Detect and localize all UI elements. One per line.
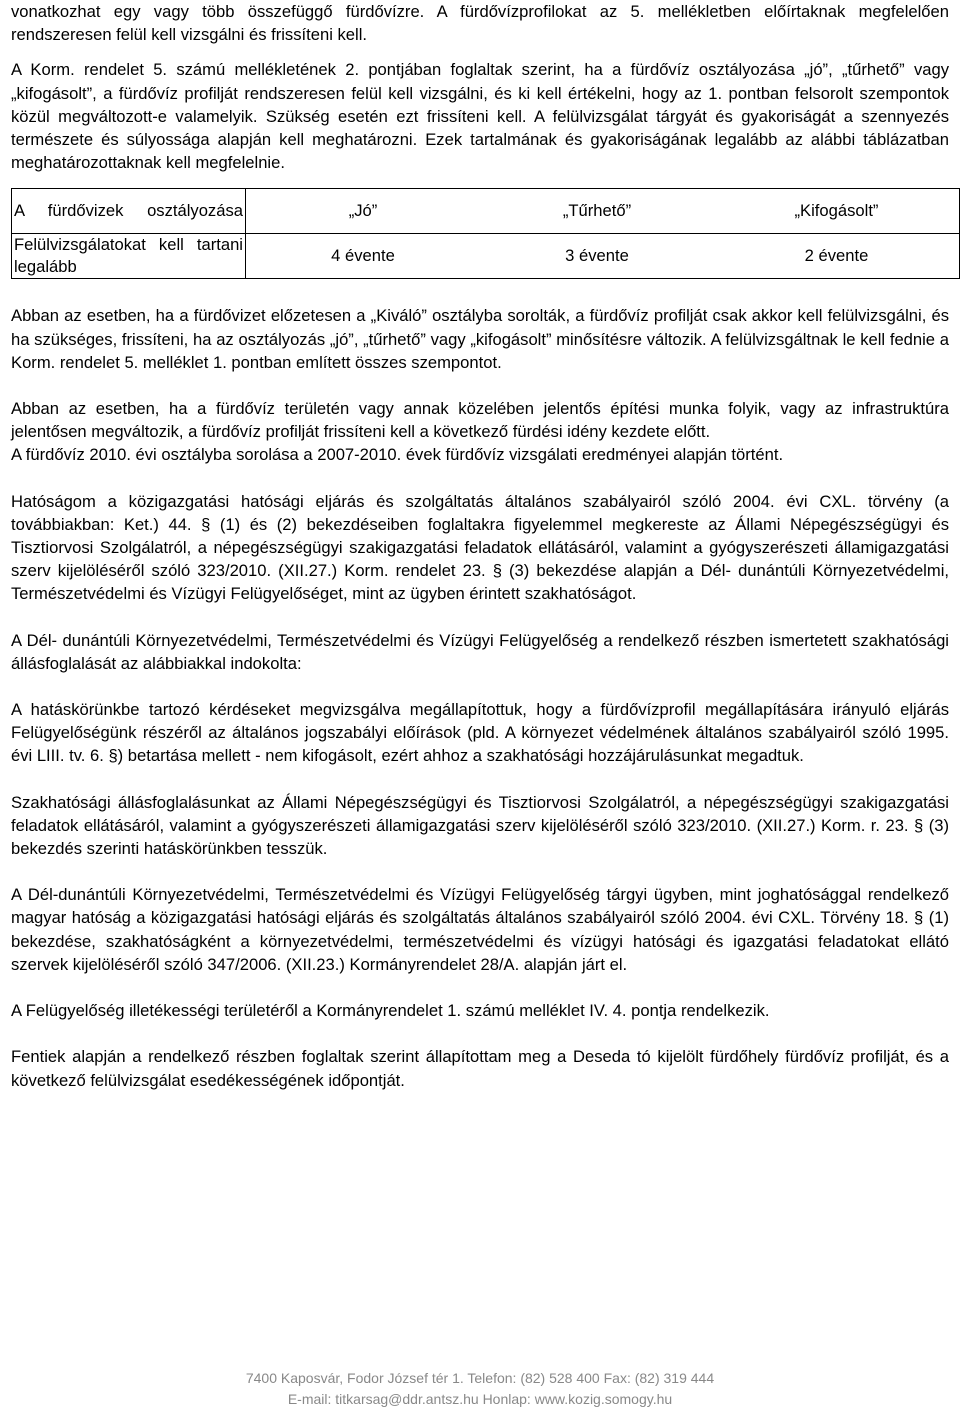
paragraph-intro: vonatkozhat egy vagy több összefüggő fürdővízre. A fürdővízprofilokat az 5. mellékletben előírtaknak megfelelően rendszeresen felül kell vizsgálni és frissíteni kell. [11, 2, 949, 45]
paragraph-joghatosag: A Dél-dunántúli Környezetvédelmi, Természetvédelmi és Vízügyi Felügyelőség tárgyi ügyben, mint joghatósággal rendelkező magyar hatóság a közigazgatási hatósági eljárás és szolgáltatás általános szabályairól szóló 2004. évi CXL. Törvény 18. § (1) bekezdése, szakhatóságként a környezetvédelmi, természetvédelmi és vízügyi hatósági és igazgatási feladatokat ellátó szervek kijelöléséről szóló 347/2006. (XII.23.) Kormányrendelet 28/A. alapján járt el. [11, 885, 949, 974]
paragraph-fentiek: Fentiek alapján a rendelkező részben foglaltak szerint állapítottam meg a Deseda tó kijelölt fürdőhely fürdővíz profilját, és a következő felülvizsgálat esedékességének időpontját. [11, 1047, 949, 1090]
paragraph-kivalo: Abban az esetben, ha a fürdővizet előzetesen a „Kiváló” osztályba sorolták, a fürdővíz profilját csak akkor kell felülvizsgálni, és ha szükséges, frissíteni, ha az osztályozás „jó”, „tűrhető” vagy „kifogásolt” minősítésre változik. A felülvizsgáltnak le kell fednie a Korm. rendelet 5. melléklet 1. pontban említett összes szempontot. [11, 306, 949, 372]
table-row [12, 189, 960, 234]
paragraph-felugyeloseg: A Dél- dunántúli Környezetvédelmi, Természetvédelmi és Vízügyi Felügyelőség a rendelkező részben ismertetett szakhatósági állásfoglalását az alábbiakkal indokolta: [11, 630, 949, 673]
document-page [11, 0, 949, 1092]
table-cell: 3 évente [480, 234, 714, 279]
paragraph-osztalyba-sorolas: A fürdővíz 2010. évi osztályba sorolása a 2007-2010. évek fürdővíz vizsgálati eredményei alapján történt. [11, 445, 784, 465]
paragraph-hatosagom: Hatóságom a közigazgatási hatósági eljárás és szolgáltatás általános szabályairól szóló 2004. évi CXL. törvény (a továbbiakban: Ket.) 44. § (1) és (2) bekezdéseiben foglaltakra figyelemmel megkereste az Állami Népegészségügyi és Tisztiorvosi Szolgálatról, a népegészségügyi szakigazgatási feladatok ellátásáról, valamint a gyógyszerészeti államigazgatási szerv kijelöléséről szóló 323/2010. (XII.27.) Korm. rendelet 23. § (3) bekezdése alapján a Dél- dunántúli Környezetvédelmi, Természetvédelmi és Vízügyi Felügyelőséget, mint az ügyben érintett szakhatóságot. [11, 491, 949, 604]
table-header-cell: A fürdővizek osztályozása [12, 189, 246, 234]
table-header-cell: Felülvizsgálatokat kell tartani legalább [12, 234, 246, 279]
table-cell: 2 évente [714, 234, 960, 279]
paragraph-korm-rendelet: A Korm. rendelet 5. számú mellékletének 2. pontjában foglaltak szerint, ha a fürdővíz osztályozása „jó”, „tűrhető” vagy „kifogásolt”, a fürdővíz profilját rendszeresen felül kell vizsgálni, és ki kell értékelni, hogy az 1. pontban felsorolt szempontok közül megváltozott-e valamelyik. Szükség esetén ezt frissíteni kell. A felülvizsgálat tárgyát és gyakoriságát a szennyezés természete és súlyossága alapján kell meghatározni. Ezek tartalmának és gyakoriságának legalább az alábbi táblázatban meghatározottaknak kell megfelelnie. [11, 60, 949, 173]
paragraph-epitesi-munka: Abban az esetben, ha a fürdővíz területén vagy annak közelében jelentős építési munka folyik, vagy az infrastruktúra jelentősen megváltozik, a fürdővíz profilját frissíteni kell a következő fürdési idény kezdete előtt. [11, 399, 949, 442]
footer-contact: E-mail: titkarsag@ddr.antsz.hu Honlap: www.kozig.somogy.hu [287, 1391, 673, 1407]
table-row [12, 234, 960, 279]
classification-table [11, 188, 960, 279]
paragraph-szakhatosagi: Szakhatósági állásfoglalásunkat az Állami Népegészségügyi és Tisztiorvosi Szolgálatról, a népegészségügyi szakigazgatási feladatok ellátásáról, valamint a gyógyszerészeti államigazgatási szerv kijelöléséről szóló 323/2010. (XII.27.) Korm. r. 23. § (3) bekezdés szerinti hatáskörünkben tesszük. [11, 792, 949, 859]
paragraph-illetekesseg: A Felügyelőség illetékességi területéről a Kormányrendelet 1. számú melléklet IV. 4. pontja rendelkezik. [11, 1001, 770, 1021]
table-cell: „Tűrhető” [480, 189, 714, 234]
table-cell: „Jó” [246, 189, 481, 234]
footer-address: 7400 Kaposvár, Fodor József tér 1. Telefon: (82) 528 400 Fax: (82) 319 444 [245, 1370, 715, 1386]
paragraph-hataskor: A hatáskörünkbe tartozó kérdéseket megvizsgálva megállapítottuk, hogy a fürdővízprofil megállapítására irányuló eljárás Felügyelőségünk részéről az általános jogszabályi előírások (pld. A környezet védelmének általános szabályairól szóló 1995. évi LIII. tv. 6. §) betartása mellett - nem kifogásolt, ezért ahhoz a szakhatósági hozzájárulásunkat megadtuk. [11, 700, 949, 766]
table-cell: 4 évente [246, 234, 481, 279]
table-cell: „Kifogásolt” [714, 189, 960, 234]
